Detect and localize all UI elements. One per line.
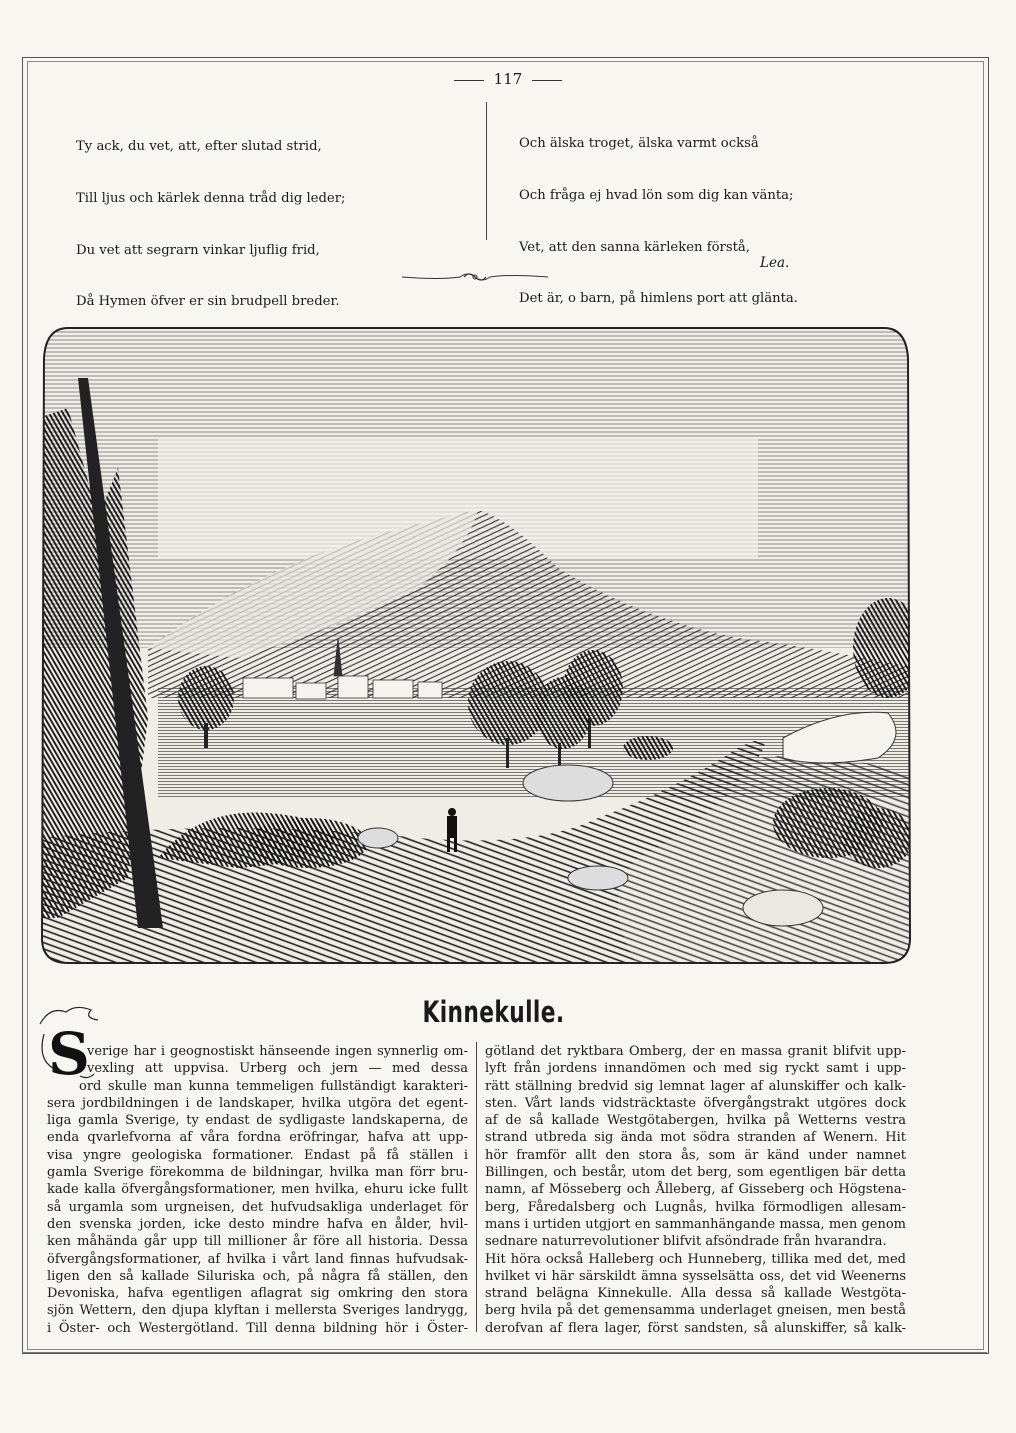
article-line: visa yngre geologiska formationer. Endast på få ställen i	[47, 1147, 468, 1163]
poem-line: Och älska troget, älska varmt också	[519, 136, 759, 152]
poem-line: Och fråga ej hvad lön som dig kan vänta;	[519, 188, 794, 204]
article-line: öfvergångsformationer, af hvilka i vårt land finnas hufvudsak-	[47, 1251, 468, 1267]
article-line: lyft från jordens innandömen och med sig ryckt samt i upp-	[485, 1061, 906, 1077]
article-line: strand utbreda sig ända mot södra stranden af Wenern. Hit	[485, 1130, 906, 1146]
article-line: Devoniska, hafva egentligen aflagrat sig omkring den stora	[47, 1286, 468, 1302]
poem-line: Vet, att den sanna kärleken förstå,	[519, 239, 750, 255]
article-line: så urgamla som urgneisen, det hufvudsakliga underlaget för	[47, 1199, 468, 1215]
article-line: den svenska jorden, icke desto mindre hafva en ålder, hvil-	[47, 1216, 468, 1232]
article-line: ord skulle man kunna temmeligen fullständigt karakteri-	[79, 1078, 468, 1094]
ornament-divider-icon	[400, 268, 550, 286]
initial-letter: S	[48, 1020, 90, 1084]
article-line: sjön Wettern, den djupa klyftan i mellersta Sveriges landrygg,	[47, 1303, 468, 1319]
article-line: berg, Fåredalsberg och Lugnås, hvilka förmodligen allesam-	[485, 1199, 906, 1215]
page-number-text: 117	[493, 70, 523, 88]
article-line: sten. Vårt lands vidsträcktaste öfvergångstrakt utgöres dock	[485, 1095, 906, 1111]
article-line: enda qvarlefvorna af våra fordna eröfringar, hafva att upp-	[47, 1130, 468, 1146]
article-line: ken måhända går upp till millioner år före all historia. Dessa	[47, 1234, 468, 1250]
article-line: vexling att uppvisa. Urberg och jern — med dessa	[87, 1061, 468, 1077]
article-line: hvilket vi här särskildt ämna sysselsätta oss, det vid Weenerns	[485, 1268, 906, 1284]
poem-line: Till ljus och kärlek denna tråd dig leder;	[76, 191, 346, 207]
article-line: rätt ställning bredvid sig lemnat lager af alunskiffer och kalk-	[485, 1078, 906, 1094]
page-number-dash-right	[532, 80, 562, 81]
poem-column-rule	[486, 102, 487, 240]
article-line: gamla Sverige förekomma de bildningar, hvilka man förr bru-	[47, 1165, 468, 1181]
poem-line: Du vet att segrarn vinkar ljuflig frid,	[76, 242, 320, 258]
article-right-column	[485, 1043, 906, 1337]
article-line: namn, af Mösseberg och Ålleberg, af Gisseberg och Högstena-	[485, 1182, 906, 1198]
poem-line: Det är, o barn, på himlens port att glänta.	[519, 291, 798, 307]
page-bottom-rule	[22, 1352, 987, 1353]
article-line: derofvan af flera lager, först sandsten, så alunskiffer, så kalk-	[485, 1320, 906, 1336]
poem-line: Ty ack, du vet, att, efter slutad strid,	[76, 139, 322, 155]
article-left-column	[47, 1043, 468, 1337]
article-line: af de så kallade Westgötabergen, hvilka på Wetterns vestra	[485, 1113, 906, 1129]
article-title: Kinnekulle.	[422, 995, 565, 1029]
article-line: i Öster- och Westergötland. Till denna bildning hör i Öster-	[47, 1320, 468, 1336]
article-column-rule	[476, 1042, 477, 1332]
article-line: ligen den så kallade Siluriska och, på några få ställen, den	[47, 1268, 468, 1284]
article-line: mans i urtiden utgjort en sammanhängande massa, men genom	[485, 1216, 906, 1232]
article-line: Billingen, och består, utom det berg, som egentligen bär detta	[485, 1165, 906, 1181]
poem-line: Då Hymen öfver er sin brudpell breder.	[76, 294, 340, 310]
article-line: Hit höra också Halleberg och Hunneberg, tillika med det, med	[485, 1251, 906, 1267]
article-line: berg hvila på det gemensamma underlaget gneisen, men bestå	[485, 1303, 906, 1319]
kinnekulle-engraving	[38, 318, 914, 966]
page-number-dash-left	[454, 80, 484, 81]
article-line: kade kalla öfvergångsformationer, men hvilka, ehuru icke fullt	[47, 1182, 468, 1198]
article-line: verige har i geognostiskt hänseende ingen synnerlig om-	[87, 1044, 468, 1059]
article-line: götland det ryktbara Omberg, der en massa granit blifvit upp-	[485, 1044, 906, 1059]
article-line: sera jordbildningen i de landskaper, hvilka utgöra det egent-	[47, 1095, 468, 1111]
article-line: liga gamla Sverige, ty endast de sydligaste landskaperna, de	[47, 1113, 468, 1129]
article-line: strand belägna Kinnekulle. Alla dessa så kallade Westgöta-	[485, 1286, 906, 1302]
article-line: hör framför allt den stora ås, som är känd under namnet	[485, 1147, 906, 1163]
article-line: sednare naturrevolutioner blifvit afsöndrade från hvarandra.	[485, 1234, 887, 1250]
poem-signature: Lea.	[760, 255, 790, 271]
page-number	[0, 70, 1016, 88]
